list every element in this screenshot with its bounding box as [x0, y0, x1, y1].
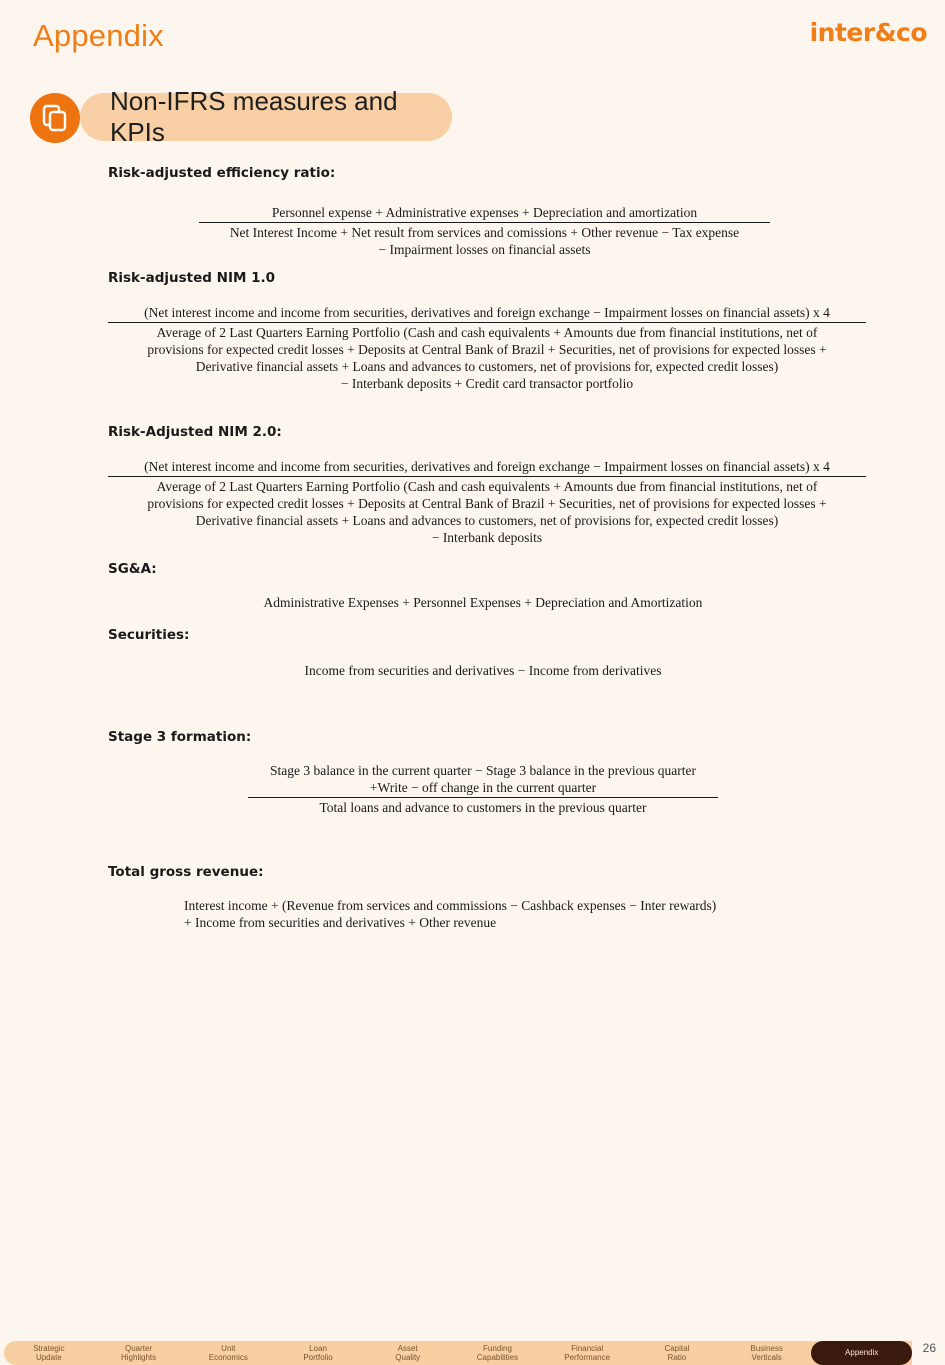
nav-label: Quarter	[125, 1343, 153, 1353]
nav-label: Business	[750, 1343, 783, 1353]
sga-formula	[108, 594, 858, 611]
bottom-navigation	[4, 1341, 912, 1365]
nav-label: Unit	[221, 1343, 236, 1353]
efficiency-denominator-line: Net Interest Income + Net result from services and comissions + Other revenue − Tax expense	[229, 225, 740, 240]
nim2-heading: Risk-Adjusted NIM 2.0:	[108, 424, 282, 440]
nav-item-unit-economics[interactable]	[183, 1341, 273, 1365]
copy-icon	[30, 93, 80, 143]
nav-label: Portfolio	[303, 1353, 333, 1362]
nim1-denominator-line: Average of 2 Last Quarters Earning Portfolio (Cash and cash equivalents + Amounts due from financial institutions, net of	[156, 325, 818, 340]
nim1-denominator-line: − Interbank deposits + Credit card transactor portfolio	[340, 376, 634, 391]
gross-revenue-formula	[184, 897, 824, 931]
gross-revenue-line: + Income from securities and derivatives + Other revenue	[184, 915, 497, 930]
section-title: Non-IFRS measures and KPIs	[110, 86, 398, 147]
nav-label: Capabilities	[476, 1353, 519, 1362]
nav-label: Verticals	[751, 1353, 782, 1362]
stage3-heading: Stage 3 formation:	[108, 729, 252, 745]
nim2-formula	[108, 458, 866, 546]
nav-label: Quality	[395, 1353, 421, 1362]
securities-heading: Securities:	[108, 627, 190, 643]
efficiency-heading: Risk-adjusted efficiency ratio:	[108, 165, 336, 181]
securities-formula	[108, 662, 858, 679]
nav-label: Funding	[482, 1343, 512, 1353]
nav-item-appendix[interactable]	[811, 1341, 911, 1365]
nav-label: Financial	[571, 1343, 604, 1353]
nav-item-business-verticals[interactable]	[722, 1341, 812, 1365]
efficiency-formula	[199, 204, 770, 258]
nav-label: Loan	[309, 1343, 327, 1353]
nim2-numerator: (Net interest income and income from securities, derivatives and foreign exchange − Impairment losses on financial assets) x 4	[108, 458, 866, 477]
nim1-formula	[108, 304, 866, 392]
nav-label: Economics	[208, 1353, 248, 1362]
securities-formula-text: Income from securities and derivatives − Income from derivatives	[304, 663, 662, 678]
nim2-denominator-line: − Interbank deposits	[431, 530, 543, 545]
nav-label: Highlights	[121, 1353, 157, 1362]
nim1-heading: Risk-adjusted NIM 1.0	[108, 270, 276, 286]
nav-label: Update	[35, 1353, 62, 1362]
gross-revenue-heading: Total gross revenue:	[108, 864, 264, 880]
nav-item-funding-capabilities[interactable]	[453, 1341, 543, 1365]
sga-heading: SG&A:	[108, 561, 157, 577]
nav-label: Capital	[664, 1343, 690, 1353]
gross-revenue-line: Interest income + (Revenue from services and commissions − Cashback expenses − Inter rewards)	[184, 898, 717, 913]
nav-label: Asset	[397, 1343, 418, 1353]
nim2-denominator-line: Derivative financial assets + Loans and advances to customers, net of provisions for, expected credit losses)	[195, 513, 779, 528]
section-title-pill	[80, 86, 452, 147]
nav-label: Ratio	[667, 1353, 687, 1362]
nim1-denominator-line: Derivative financial assets + Loans and advances to customers, net of provisions for, expected credit losses)	[195, 359, 779, 374]
efficiency-numerator: Personnel expense + Administrative expenses + Depreciation and amortization	[199, 204, 770, 223]
efficiency-denominator-line: − Impairment losses on financial assets	[378, 242, 591, 257]
nim1-numerator: (Net interest income and income from securities, derivatives and foreign exchange − Impairment losses on financial assets) x 4	[108, 304, 866, 323]
nav-item-loan-portfolio[interactable]	[273, 1341, 363, 1365]
nim2-denominator-line: Average of 2 Last Quarters Earning Portfolio (Cash and cash equivalents + Amounts due from financial institutions, net of	[156, 479, 818, 494]
page-number: 26	[922, 1341, 936, 1355]
nav-label: Appendix	[845, 1348, 879, 1358]
nav-item-quarter-highlights[interactable]	[94, 1341, 184, 1365]
nav-item-asset-quality[interactable]	[363, 1341, 453, 1365]
nav-item-financial-performance[interactable]	[542, 1341, 632, 1365]
page-title: Appendix	[33, 18, 164, 53]
nim1-denominator-line: provisions for expected credit losses + Deposits at Central Bank of Brazil + Securities, net of provisions for expected losses +	[147, 342, 827, 357]
sga-formula-text: Administrative Expenses + Personnel Expenses + Depreciation and Amortization	[263, 595, 703, 610]
stage3-numerator-line: Stage 3 balance in the current quarter − Stage 3 balance in the previous quarter	[270, 763, 696, 778]
nim2-denominator-line: provisions for expected credit losses + Deposits at Central Bank of Brazil + Securities, net of provisions for expected losses +	[147, 496, 827, 511]
stage3-denominator: Total loans and advance to customers in the previous quarter	[319, 800, 647, 815]
stage3-numerator-line: +Write − off change in the current quarter	[248, 779, 718, 798]
nav-item-capital-ratio[interactable]	[632, 1341, 722, 1365]
company-logo: inter&co	[809, 18, 927, 47]
nav-label: Strategic	[33, 1343, 65, 1353]
nav-item-strategic-update[interactable]	[4, 1341, 94, 1365]
nav-label: Performance	[564, 1353, 611, 1362]
stage3-formula	[248, 762, 718, 816]
